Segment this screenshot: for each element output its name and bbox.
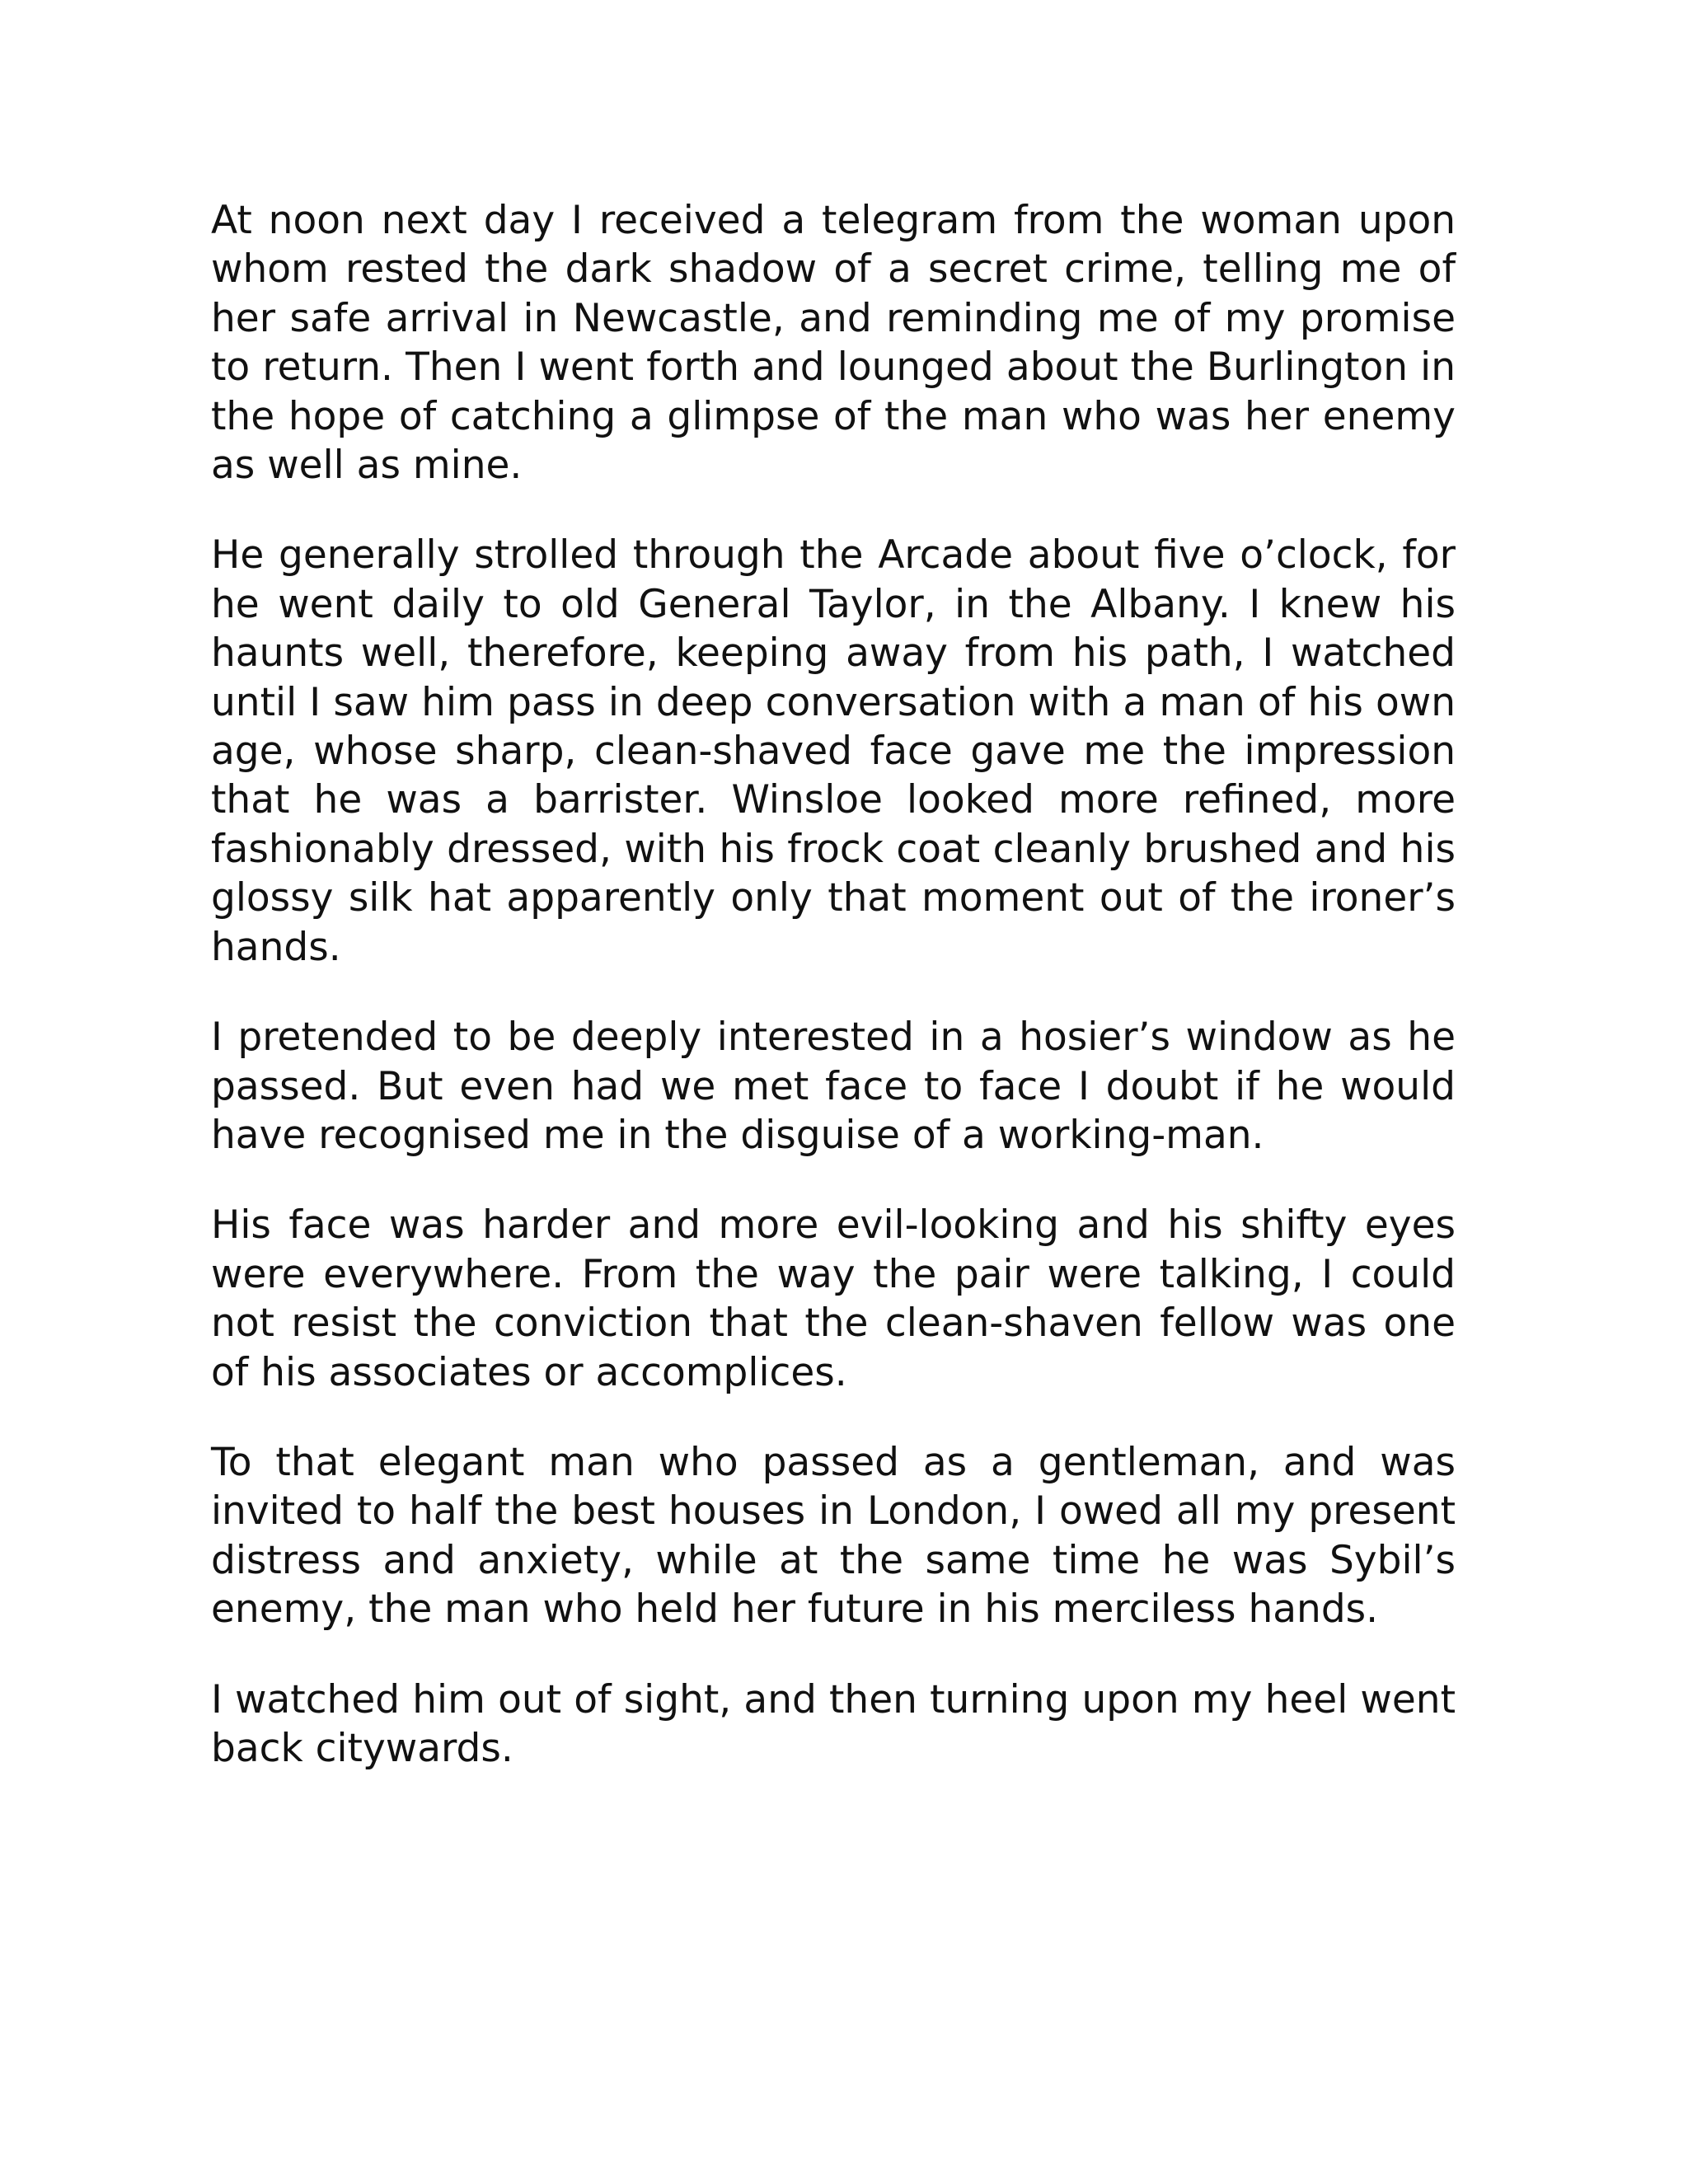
- body-text: [211, 196, 1456, 1773]
- paragraph-3: I pretended to be deeply interested in a hosier’s window as he passed. But even had we met face to face I doubt if he would have recognised me in the disguise of a working-man.: [211, 1015, 1456, 1158]
- paragraph-5: To that elegant man who passed as a gentleman, and was invited to half the best houses in London, I owed all my present distress and anxiety, while at the same time he was Sybil’s enemy, the man who held her future in his merciless hands.: [211, 1439, 1456, 1633]
- paragraph-4: His face was harder and more evil-looking and his shifty eyes were everywhere. From the way the pair were talking, I could not resist the conviction that the clean-shaven fellow was one of his associates or accomplices.: [211, 1202, 1456, 1395]
- paragraph-1: At noon next day I received a telegram from the woman upon whom rested the dark shadow of a secret crime, telling me of her safe arrival in Newcastle, and reminding me of my promise to return. Then I went forth and lounged about the Burlington in the hope of catching a glimpse of the man who was her enemy as well as mine.: [211, 198, 1456, 489]
- paragraph-6: I watched him out of sight, and then turning upon my heel went back citywards.: [211, 1676, 1456, 1771]
- paragraph-2: He generally strolled through the Arcade about five o’clock, for he went daily to old General Taylor, in the Albany. I knew his haunts well, therefore, keeping away from his path, I watched until I saw him pass in deep conversation with a man of his own age, whose sharp, clean-shaved face gave me the impression that he was a barrister. Winsloe looked more refined, more fashionably dressed, with his frock coat cleanly brushed and his glossy silk hat apparently only that moment out of the ironer’s hands.: [211, 532, 1456, 970]
